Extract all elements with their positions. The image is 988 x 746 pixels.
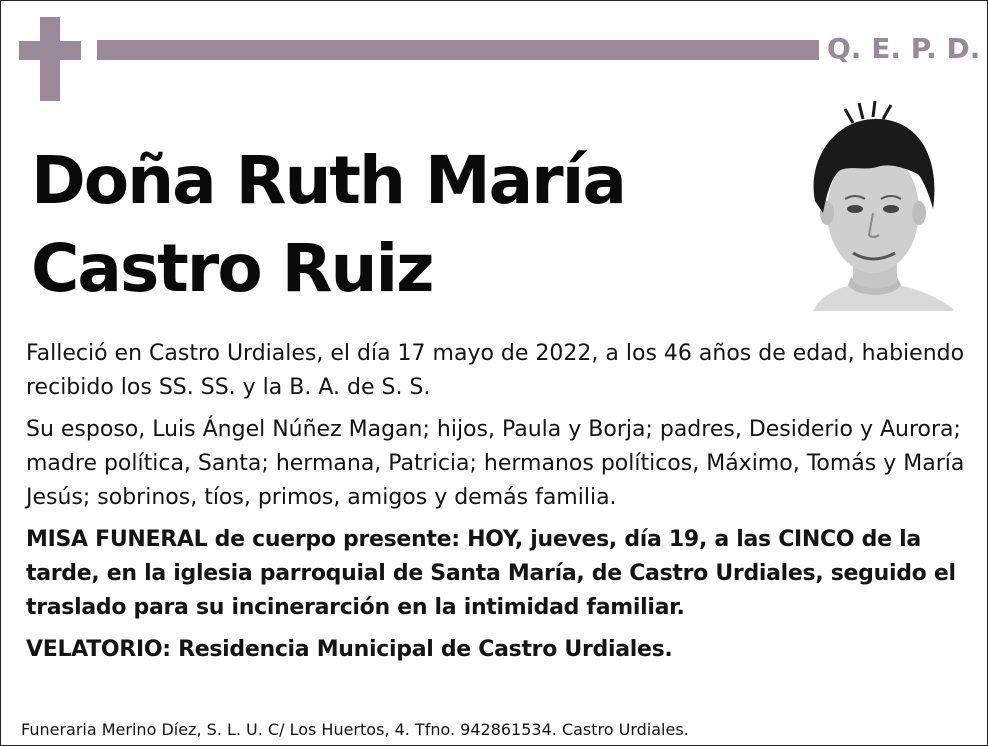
deceased-name-line2: Castro Ruiz xyxy=(31,230,433,307)
family-paragraph: Su esposo, Luis Ángel Núñez Magan; hijos, Paula y Borja; padres, Desiderio y Aurora; madre política, Santa; hermana, Patricia; hermanos políticos, Máximo, Tomás y María Jesús; sobrinos, tíos, primos, amigos y demás familia. xyxy=(26,417,965,510)
portrait-photo xyxy=(793,101,953,311)
wake-paragraph: VELATORIO: Residencia Municipal de Castro Urdiales. xyxy=(26,637,673,662)
header-divider-bar xyxy=(97,40,819,60)
funeral-mass-paragraph: MISA FUNERAL de cuerpo presente: HOY, jueves, día 19, a las CINCO de la tarde, en la iglesia parroquial de Santa María, de Castro Urdiales, seguido el traslado para su incinerarción en la intimidad familiar. xyxy=(26,527,956,620)
obituary-body xyxy=(26,337,971,675)
death-notice-paragraph: Falleció en Castro Urdiales, el día 17 mayo de 2022, a los 46 años de edad, habiendo recibido los SS. SS. y la B. A. de S. S. xyxy=(26,341,965,400)
cross-icon xyxy=(19,17,81,101)
deceased-name xyxy=(31,137,771,313)
qepd-label: Q. E. P. D. xyxy=(827,32,981,65)
funeral-home-footer: Funeraria Merino Díez, S. L. U. C/ Los Huertos, 4. Tfno. 942861534. Castro Urdiales. xyxy=(21,720,689,739)
deceased-name-line1: Doña Ruth María xyxy=(31,142,625,219)
